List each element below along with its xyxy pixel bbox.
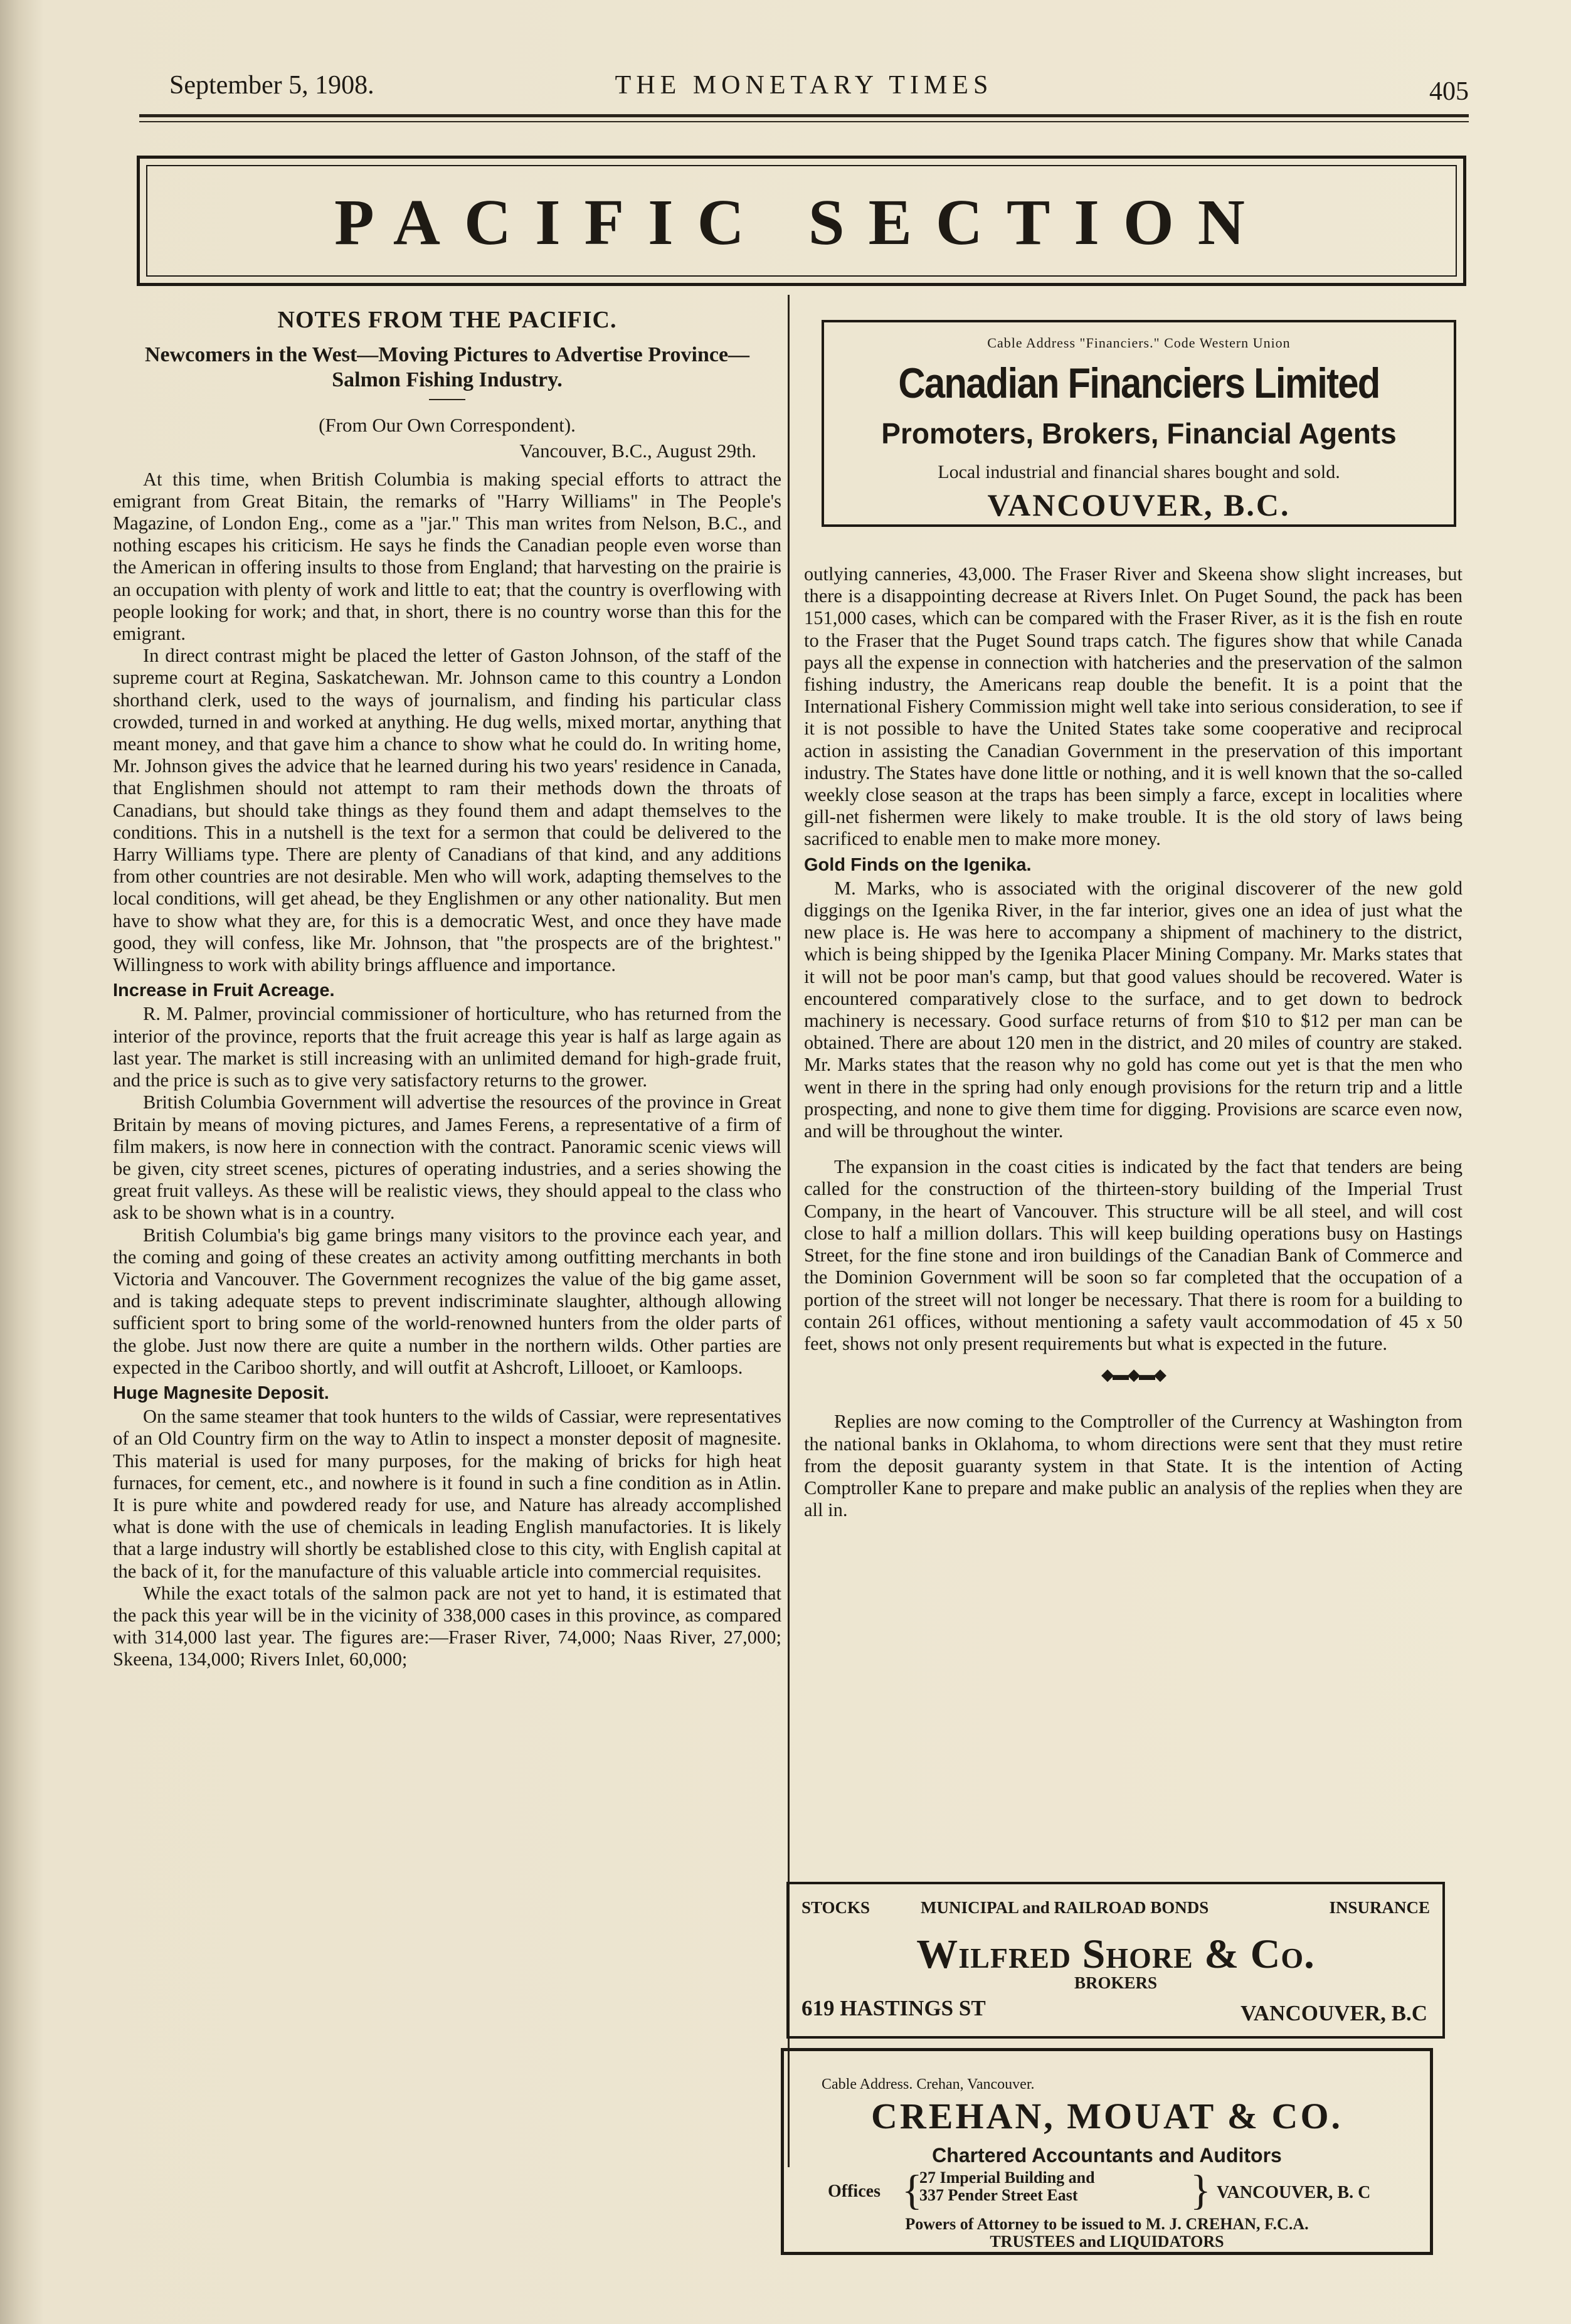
paragraph: On the same steamer that took hunters to the wilds of Cassiar, were representatives of an Old Country firm on the way to Atlin to inspect a monster deposit of magnesite. This material is used for many purposes, for the making of bricks for high heat furnaces, for cement, etc., and nowhere is it found in such a fine condition as in Atlin. It is pure white and powdered ready for use, and Nature has already accomplished what is done with the use of chemicals in leading English manufactories. It is likely that a large industry will shortly be established close to this city, with English capital at the back of it, for the manufacture of this valuable article into commercial requisites. (113, 1406, 781, 1582)
advert-trustees-line: TRUSTEES and LIQUIDATORS (990, 2232, 1224, 2251)
advert-office-line: 337 Pender Street East (919, 2186, 1078, 2204)
advert-office-addresses (919, 2169, 1095, 2204)
dateline: Vancouver, B.C., August 29th. (519, 440, 756, 462)
issue-date: September 5, 1908. (169, 71, 374, 100)
paragraph: R. M. Palmer, provincial commissioner of horticulture, who has returned from the interior of the province, reports that the fruit acreage this year is half as large again as last year. The market is still increasing with an unlimited demand for high-grade fruit, and the price is such as to give very satisfactory returns to the grower. (113, 1003, 781, 1091)
paragraph: British Columbia's big game brings many visitors to the province each year, and the coming and going of these creates an activity among outfitting merchants in both Victoria and Vancouver. The Government recognizes the value of the big game asset, and is taking adequate steps to prevent indiscriminate slaughter, although allowing sufficient sport to bring some of the world-renowned hunters from the older parts of the globe. Just now there are quite a number in the northern wilds. Other parties are expected in the Cariboo shortly, and will outfit at Ashcroft, Lillooet, or Kamloops. (113, 1224, 781, 1378)
advert-city: VANCOUVER, B. C (1217, 2183, 1371, 2202)
advert-wilfred-shore (786, 1882, 1445, 2039)
advert-company-name: Wilfred Shore & Co. (916, 1931, 1315, 1977)
advert-bonds: MUNICIPAL and RAILROAD BONDS (921, 1898, 1209, 1917)
paragraph: The expansion in the coast cities is indicated by the fact that tenders are being called for the construction of the thirteen-story building of the Imperial Trust Company, in the heart of Vancouver. This structure will be all steel, and will cost close to half a million dollars. This will keep building operations busy on Hastings Street, for the fine stone and iron buildings of the Canadian Bank of Commerce and the Dominion Government will be soon so far completed that the occupation of a portion of the street will not longer be necessary. That there is room for a building to contain 261 offices, without mentioning a safety vault accommodation of 45 x 50 feet, shows not only present requirements but what is expected in the future. (804, 1156, 1463, 1354)
advert-company-name: Canadian Financiers Limited (898, 359, 1380, 407)
subheading-gold-finds: Gold Finds on the Igenika. (804, 854, 1032, 875)
advert-powers-line: Powers of Attorney to be issued to M. J. CREHAN, F.C.A. (905, 2215, 1309, 2233)
advert-company-name: CREHAN, MOUAT & CO. (870, 2096, 1343, 2136)
advert-address: 619 HASTINGS ST (801, 1996, 986, 2020)
subheading-magnesite: Huge Magnesite Deposit. (113, 1382, 329, 1403)
advert-cable-address: Cable Address "Financiers." Code Western Union (987, 335, 1291, 351)
advert-description: Local industrial and financial shares bought and sold. (938, 462, 1340, 482)
subheading-fruit-acreage: Increase in Fruit Acreage. (113, 980, 335, 1001)
advert-powers (784, 2215, 1430, 2251)
header-rule-thin (139, 121, 1469, 122)
advert-canadian-financiers (822, 320, 1456, 527)
article-headline: NOTES FROM THE PACIFIC. (277, 307, 617, 333)
advert-offices-label: Offices (828, 2182, 881, 2201)
paragraph: At this time, when British Columbia is making special efforts to attract the emigrant from Great Bitain, the remarks of "Harry Williams" in The People's Magazine, of London Eng., come as a "jar." This man writes from Nelson, B.C., and nothing escapes his criticism. He says he finds the Canadian people even worse than the American in offering insults to those from England; that harvesting on the prairie is an occupation with plenty of work and little to eat; that the country is overflowing with people looking for work; and that, in short, there is no country worse than this for the emigrant. (113, 468, 781, 645)
deck-rule (429, 399, 465, 400)
page-number: 405 (1429, 77, 1469, 106)
section-title: PACIFIC SECTION (334, 186, 1269, 258)
paragraph: In direct contrast might be placed the letter of Gaston Johnson, of the staff of the supreme court at Regina, Saskatchewan. Mr. Johnson came to this country a London shorthand clerk, used to the ways of journalism, and finding his particular class crowded, turned in and worked at anything. He dug wells, mixed mortar, anything that meant money, and that gave him a chance to show what he could do. In writing home, Mr. Johnson gives the advice that he learned during his two years' residence in Canada, that Englishmen should not attempt to ram their methods down the throats of Canadians, but should take things as they found them and adapt themselves to the conditions. This in a nutshell is the text for a sermon that could be delivered to the Harry Williams type. There are plenty of Canadians of that kind, and any additions from other countries are not desirable. Men who will work, adapting themselves to the local conditions, will get ahead, be they Englishmen or any other nationality. But men have to show what they are, for this is a democratic West, and once they have made good, they will confess, like Mr. Johnson, that "the prospects are of the brightest." Willingness to work with ability brings affluence and importance. (113, 645, 781, 976)
paragraph: While the exact totals of the salmon pack are not yet to hand, it is estimated that the pack this year will be in the vicinity of 338,000 cases in this province, as compared with 314,000 last year. The figures are:—Fraser River, 74,000; Naas River, 27,000; Skeena, 134,000; Rivers Inlet, 60,000; (113, 1582, 781, 1670)
advert-brokers: BROKERS (1074, 1973, 1158, 1992)
advert-office-line: 27 Imperial Building and (919, 2168, 1095, 2187)
left-brace-icon: { (902, 2166, 923, 2214)
paragraph: Replies are now coming to the Comptroller of the Currency at Washington from the national banks in Oklahoma, to whom directions were sent that they must retire from the deposit guaranty system in that State. It is the intention of Acting Comptroller Kane to prepare and make public an analysis of the replies when they are all in. (804, 1411, 1463, 1521)
advert-role: Chartered Accountants and Auditors (932, 2144, 1282, 2167)
paper-title: THE MONETARY TIMES (615, 71, 993, 100)
article-deck: Newcomers in the West—Moving Pictures to Advertise Province—Salmon Fishing Industry. (144, 343, 750, 392)
advert-city: VANCOUVER, B.C. (987, 487, 1291, 523)
ornament-divider: ◆▬◆▬◆ (1101, 1366, 1165, 1384)
left-column (113, 304, 781, 1671)
paragraph: British Columbia Government will advertise the resources of the province in Great Britain by means of moving pictures, and James Ferens, a representative of a firm of film makers, is now here in connection with the contract. Panoramic scenic views will be given, city street scenes, pictures of operating industries, and a series showing the great fruit valleys. As these will be realistic views, they should appeal to the class who ask to be shown what is in a country. (113, 1091, 781, 1224)
advert-city: VANCOUVER, B.C (1240, 2001, 1427, 2025)
advert-crehan-mouat (781, 2048, 1433, 2255)
right-brace-icon: } (1190, 2166, 1211, 2214)
advert-stocks: STOCKS (801, 1898, 870, 1917)
header-rule-thick (139, 114, 1469, 117)
right-column (804, 563, 1463, 1521)
advert-insurance: INSURANCE (1329, 1898, 1430, 1917)
paragraph: M. Marks, who is associated with the original discoverer of the new gold diggings on the Igenika River, in the far interior, gives one an idea of just what the new place is. He was here to accompany a shipment of machinery to the district, which is being shipped by the Igenika Placer Mining Company. Mr. Marks states that it will not be poor man's camp, but that good values should be recovered. Water is encountered comparatively close to the surface, and to get down to bedrock machinery is necessary. Good surface returns of from $10 to $12 per man can be obtained. There are about 120 men in the district, and 20 miles of country are staked. Mr. Marks states that the reason why no gold has come out yet is that the men who went in there in the spring had only enough provisions for the return trip and a little prospecting, and none to give them time for digging. Provisions are scarce even now, and will be throughout the winter. (804, 877, 1463, 1142)
advert-cable-address: Cable Address. Crehan, Vancouver. (822, 2076, 1035, 2093)
section-banner (137, 156, 1466, 286)
running-head (139, 63, 1469, 113)
correspondent-line: (From Our Own Correspondent). (319, 414, 576, 437)
paragraph: outlying canneries, 43,000. The Fraser River and Skeena show slight increases, but there is a disappointing decrease at Rivers Inlet. On Puget Sound, the pack has been 151,000 cases, which can be compared with the Fraser River, as it is the fish en route to the Fraser that the Puget Sound traps catch. The figures show that while Canada pays all the expense in connection with hatcheries and the preservation of the salmon fishing industry, the Americans reap double the benefit. It is a point that the International Fishery Commission might well take into serious consideration, to see if it is not possible to have the United States take some cooperative and reciprocal action in assisting the Canadian Government in the preservation of this important industry. The States have done little or nothing, and it is well known that the so-called weekly close season at the traps has been simply a farce, except in localities where gill-net fishermen were likely to make trouble. It is the old story of laws being sacrificed to enable men to make more money. (804, 563, 1463, 850)
advert-role: Promoters, Brokers, Financial Agents (881, 417, 1397, 450)
